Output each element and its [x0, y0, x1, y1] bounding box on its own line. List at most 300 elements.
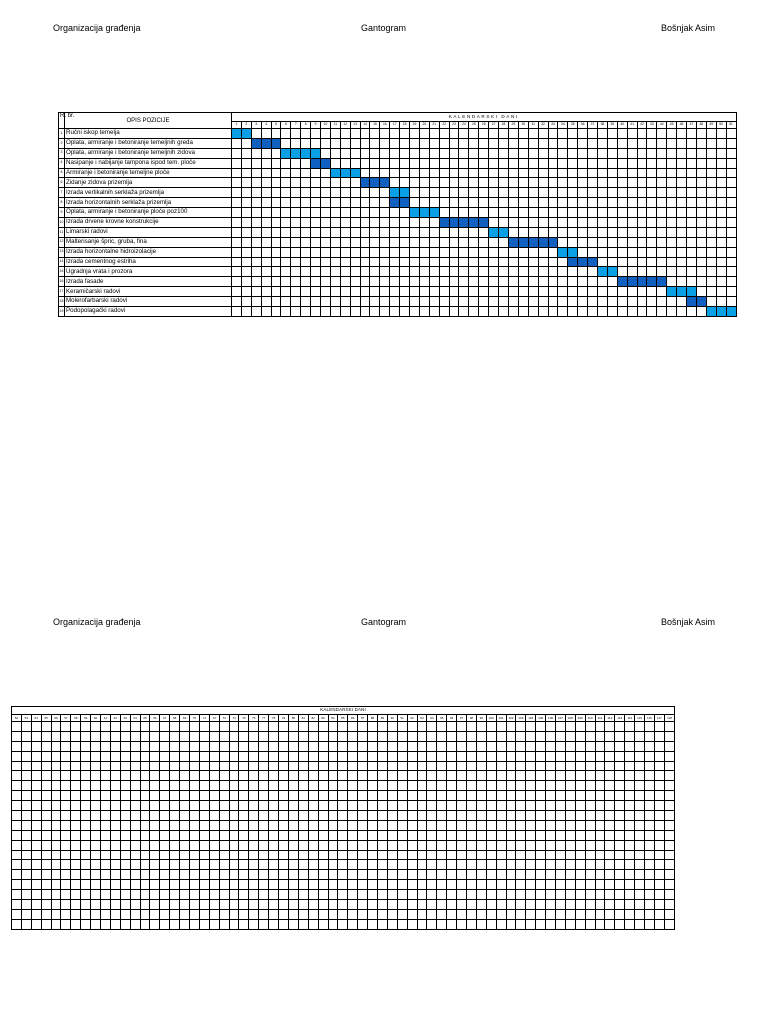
empty-row	[12, 801, 675, 811]
day-cell	[400, 257, 410, 267]
day-cell	[647, 307, 657, 317]
day-cell	[170, 860, 180, 870]
day-cell	[241, 297, 251, 307]
gantt-bar-cell	[686, 297, 696, 307]
day-cell	[410, 257, 420, 267]
day-number: 27	[489, 122, 499, 129]
gantt-bar-cell	[677, 287, 687, 297]
day-cell	[516, 741, 526, 751]
day-cell	[518, 178, 528, 188]
day-cell	[21, 830, 31, 840]
day-cell	[657, 297, 667, 307]
day-cell	[360, 257, 370, 267]
day-cell	[199, 781, 209, 791]
day-cell	[476, 830, 486, 840]
day-cell	[479, 208, 489, 218]
day-cell	[518, 297, 528, 307]
gantt-bar-cell	[301, 148, 311, 158]
day-cell	[368, 811, 378, 821]
day-number: 81	[298, 715, 308, 722]
day-cell	[459, 287, 469, 297]
day-cell	[716, 148, 726, 158]
day-cell	[348, 909, 358, 919]
day-cell	[548, 247, 558, 257]
day-cell	[516, 731, 526, 741]
day-cell	[716, 227, 726, 237]
day-cell	[565, 900, 575, 910]
day-cell	[298, 771, 308, 781]
day-cell	[400, 267, 410, 277]
day-cell	[328, 919, 338, 929]
day-cell	[101, 751, 111, 761]
day-cell	[61, 751, 71, 761]
day-cell	[241, 307, 251, 317]
day-cell	[340, 297, 350, 307]
day-cell	[526, 731, 536, 741]
day-cell	[654, 870, 664, 880]
day-cell	[555, 850, 565, 860]
day-cell	[397, 860, 407, 870]
day-cell	[259, 791, 269, 801]
day-cell	[350, 227, 360, 237]
day-cell	[358, 840, 368, 850]
day-cell	[338, 900, 348, 910]
day-cell	[338, 909, 348, 919]
day-cell	[667, 277, 677, 287]
day-cell	[528, 168, 538, 178]
day-cell	[637, 129, 647, 139]
day-cell	[190, 890, 200, 900]
day-cell	[486, 731, 496, 741]
day-cell	[279, 811, 289, 821]
day-cell	[338, 722, 348, 732]
day-cell	[565, 811, 575, 821]
day-cell	[308, 860, 318, 870]
day-cell	[479, 138, 489, 148]
day-number: 32	[538, 122, 548, 129]
day-cell	[170, 919, 180, 929]
day-cell	[261, 297, 271, 307]
day-cell	[321, 178, 331, 188]
day-cell	[664, 781, 674, 791]
day-number: 84	[328, 715, 338, 722]
day-cell	[199, 722, 209, 732]
day-cell	[288, 722, 298, 732]
day-cell	[259, 811, 269, 821]
day-cell	[120, 860, 130, 870]
day-cell	[726, 158, 736, 168]
day-cell	[536, 761, 546, 771]
day-cell	[61, 890, 71, 900]
day-cell	[486, 791, 496, 801]
day-cell	[645, 909, 655, 919]
day-cell	[291, 227, 301, 237]
day-cell	[664, 801, 674, 811]
day-cell	[251, 208, 261, 218]
day-cell	[318, 840, 328, 850]
day-cell	[71, 870, 81, 880]
day-cell	[321, 129, 331, 139]
day-cell	[110, 880, 120, 890]
day-cell	[657, 158, 667, 168]
day-cell	[239, 811, 249, 821]
day-cell	[686, 247, 696, 257]
day-cell	[625, 741, 635, 751]
day-cell	[686, 208, 696, 218]
day-number: 54	[31, 715, 41, 722]
day-cell	[130, 731, 140, 741]
day-cell	[350, 247, 360, 257]
day-cell	[368, 870, 378, 880]
day-cell	[209, 731, 219, 741]
day-cell	[447, 771, 457, 781]
day-cell	[469, 148, 479, 158]
day-cell	[61, 870, 71, 880]
day-cell	[526, 850, 536, 860]
day-cell	[476, 781, 486, 791]
day-cell	[140, 781, 150, 791]
day-cell	[140, 840, 150, 850]
day-cell	[51, 722, 61, 732]
day-cell	[81, 731, 91, 741]
day-cell	[528, 148, 538, 158]
day-cell	[31, 791, 41, 801]
day-cell	[457, 722, 467, 732]
day-cell	[538, 257, 548, 267]
day-number: 13	[350, 122, 360, 129]
day-cell	[199, 811, 209, 821]
day-cell	[251, 178, 261, 188]
day-cell	[397, 850, 407, 860]
day-number: 18	[400, 122, 410, 129]
day-cell	[41, 830, 51, 840]
day-cell	[51, 880, 61, 890]
day-cell	[377, 722, 387, 732]
day-cell	[597, 257, 607, 267]
day-cell	[548, 129, 558, 139]
day-cell	[627, 267, 637, 277]
day-cell	[239, 830, 249, 840]
day-cell	[615, 741, 625, 751]
day-cell	[281, 277, 291, 287]
day-cell	[427, 781, 437, 791]
day-cell	[558, 227, 568, 237]
day-cell	[281, 178, 291, 188]
day-cell	[499, 138, 509, 148]
day-cell	[585, 781, 595, 791]
day-cell	[31, 860, 41, 870]
day-cell	[427, 801, 437, 811]
day-cell	[41, 791, 51, 801]
day-cell	[476, 791, 486, 801]
day-cell	[546, 722, 556, 732]
day-cell	[397, 791, 407, 801]
day-cell	[439, 267, 449, 277]
day-cell	[664, 850, 674, 860]
gantt-bar-cell	[578, 257, 588, 267]
day-cell	[625, 811, 635, 821]
day-cell	[81, 751, 91, 761]
day-cell	[538, 287, 548, 297]
day-cell	[407, 761, 417, 771]
day-cell	[348, 811, 358, 821]
day-cell	[340, 188, 350, 198]
day-cell	[447, 741, 457, 751]
day-cell	[199, 830, 209, 840]
day-cell	[101, 900, 111, 910]
day-cell	[41, 860, 51, 870]
day-cell	[417, 840, 427, 850]
day-cell	[706, 218, 716, 228]
day-number: 56	[51, 715, 61, 722]
day-number: 42	[637, 122, 647, 129]
day-cell	[489, 178, 499, 188]
day-cell	[459, 178, 469, 188]
day-cell	[605, 761, 615, 771]
day-cell	[190, 919, 200, 929]
day-cell	[81, 870, 91, 880]
day-cell	[229, 781, 239, 791]
day-cell	[380, 297, 390, 307]
day-cell	[219, 722, 229, 732]
day-cell	[318, 741, 328, 751]
day-number: 16	[380, 122, 390, 129]
day-cell	[479, 198, 489, 208]
day-cell	[311, 237, 321, 247]
day-cell	[597, 138, 607, 148]
day-cell	[91, 840, 101, 850]
task-number: 16	[59, 277, 65, 287]
day-cell	[645, 771, 655, 781]
day-cell	[61, 771, 71, 781]
day-cell	[588, 227, 598, 237]
day-cell	[380, 307, 390, 317]
day-cell	[271, 178, 281, 188]
day-cell	[281, 287, 291, 297]
day-cell	[41, 781, 51, 791]
day-cell	[486, 880, 496, 890]
day-cell	[71, 761, 81, 771]
gantt-bar-cell	[321, 158, 331, 168]
day-cell	[219, 771, 229, 781]
task-number: 1	[59, 129, 65, 139]
gantt-bar-cell	[716, 307, 726, 317]
day-cell	[31, 870, 41, 880]
day-cell	[232, 208, 242, 218]
day-cell	[360, 307, 370, 317]
day-cell	[21, 781, 31, 791]
day-cell	[358, 801, 368, 811]
day-cell	[496, 731, 506, 741]
day-cell	[150, 781, 160, 791]
day-cell	[328, 820, 338, 830]
day-cell	[605, 820, 615, 830]
day-cell	[291, 168, 301, 178]
day-cell	[291, 129, 301, 139]
day-cell	[696, 227, 706, 237]
day-cell	[318, 909, 328, 919]
day-number: 116	[645, 715, 655, 722]
day-cell	[61, 840, 71, 850]
day-cell	[625, 820, 635, 830]
day-cell	[449, 158, 459, 168]
day-cell	[81, 781, 91, 791]
day-cell	[588, 158, 598, 168]
day-cell	[301, 247, 311, 257]
day-cell	[625, 870, 635, 880]
day-cell	[110, 801, 120, 811]
blank-gantt-table	[11, 706, 675, 930]
day-cell	[447, 722, 457, 732]
day-cell	[21, 751, 31, 761]
day-cell	[506, 791, 516, 801]
day-cell	[617, 138, 627, 148]
task-label: Limarski radovi	[65, 227, 232, 237]
day-cell	[518, 148, 528, 158]
day-cell	[677, 168, 687, 178]
day-cell	[447, 751, 457, 761]
day-cell	[499, 247, 509, 257]
day-cell	[605, 880, 615, 890]
day-cell	[664, 820, 674, 830]
day-cell	[261, 287, 271, 297]
task-row	[59, 237, 737, 247]
day-cell	[528, 247, 538, 257]
day-cell	[508, 277, 518, 287]
day-cell	[301, 257, 311, 267]
day-cell	[526, 741, 536, 751]
day-cell	[575, 722, 585, 732]
task-row	[59, 247, 737, 257]
day-cell	[677, 148, 687, 158]
day-cell	[368, 791, 378, 801]
day-cell	[321, 218, 331, 228]
day-cell	[466, 900, 476, 910]
day-cell	[615, 722, 625, 732]
day-cell	[605, 731, 615, 741]
day-cell	[61, 722, 71, 732]
day-cell	[279, 860, 289, 870]
day-number: 44	[657, 122, 667, 129]
day-cell	[585, 830, 595, 840]
day-cell	[597, 208, 607, 218]
day-cell	[476, 860, 486, 870]
day-cell	[506, 909, 516, 919]
day-cell	[417, 771, 427, 781]
day-number: 37	[588, 122, 598, 129]
day-cell	[625, 840, 635, 850]
day-cell	[328, 781, 338, 791]
day-cell	[41, 731, 51, 741]
day-cell	[301, 158, 311, 168]
day-cell	[496, 909, 506, 919]
day-cell	[271, 158, 281, 168]
day-cell	[229, 801, 239, 811]
task-label: Izrada cementnog estriha	[65, 257, 232, 267]
day-cell	[499, 257, 509, 267]
day-cell	[81, 850, 91, 860]
day-cell	[565, 880, 575, 890]
day-cell	[489, 297, 499, 307]
day-cell	[605, 860, 615, 870]
gantt-bar-cell	[499, 227, 509, 237]
day-cell	[150, 751, 160, 761]
empty-row	[12, 870, 675, 880]
day-cell	[308, 811, 318, 821]
day-cell	[595, 900, 605, 910]
day-cell	[489, 198, 499, 208]
empty-row	[12, 731, 675, 741]
day-cell	[657, 237, 667, 247]
day-cell	[466, 722, 476, 732]
day-cell	[419, 218, 429, 228]
gantt-bar-cell	[311, 158, 321, 168]
day-cell	[338, 811, 348, 821]
day-cell	[340, 277, 350, 287]
day-cell	[647, 178, 657, 188]
day-cell	[657, 227, 667, 237]
day-cell	[160, 850, 170, 860]
day-cell	[496, 811, 506, 821]
day-cell	[338, 820, 348, 830]
day-cell	[21, 771, 31, 781]
day-cell	[526, 860, 536, 870]
day-cell	[585, 761, 595, 771]
task-number: 15	[59, 267, 65, 277]
day-cell	[209, 890, 219, 900]
day-cell	[585, 751, 595, 761]
day-cell	[400, 227, 410, 237]
day-cell	[311, 227, 321, 237]
task-row	[59, 158, 737, 168]
day-cell	[298, 731, 308, 741]
day-cell	[506, 741, 516, 751]
day-cell	[536, 791, 546, 801]
day-cell	[251, 188, 261, 198]
day-cell	[387, 840, 397, 850]
day-cell	[41, 840, 51, 850]
day-cell	[486, 820, 496, 830]
day-cell	[585, 811, 595, 821]
day-cell	[298, 781, 308, 791]
day-cell	[81, 909, 91, 919]
day-cell	[387, 751, 397, 761]
day-cell	[229, 880, 239, 890]
day-cell	[627, 129, 637, 139]
day-cell	[318, 850, 328, 860]
day-cell	[466, 870, 476, 880]
day-cell	[466, 909, 476, 919]
day-cell	[360, 148, 370, 158]
day-cell	[288, 909, 298, 919]
day-cell	[281, 208, 291, 218]
day-cell	[605, 890, 615, 900]
day-cell	[229, 751, 239, 761]
task-number: 2	[59, 138, 65, 148]
day-cell	[696, 158, 706, 168]
day-cell	[41, 820, 51, 830]
day-cell	[555, 880, 565, 890]
day-cell	[21, 909, 31, 919]
day-cell	[328, 880, 338, 890]
day-cell	[635, 741, 645, 751]
day-cell	[71, 811, 81, 821]
day-cell	[419, 247, 429, 257]
day-cell	[538, 208, 548, 218]
day-cell	[377, 751, 387, 761]
day-cell	[358, 741, 368, 751]
day-cell	[427, 731, 437, 741]
